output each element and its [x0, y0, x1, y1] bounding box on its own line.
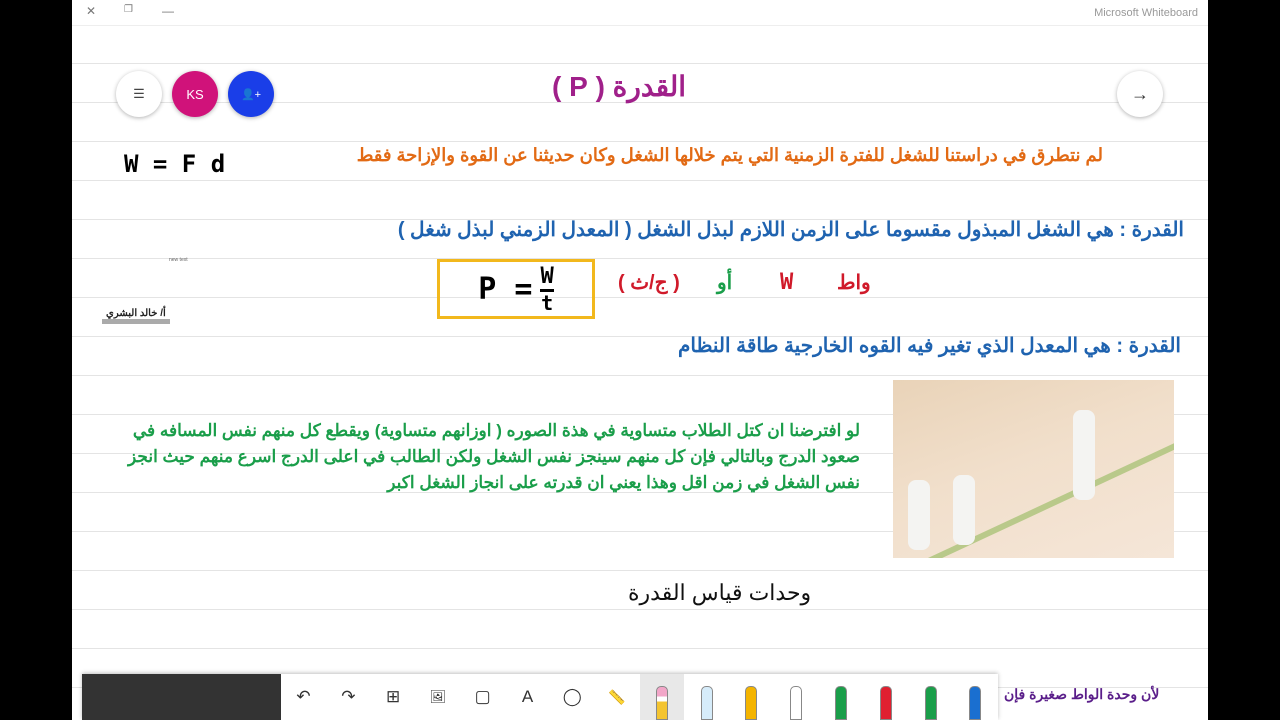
unit-joule-per-second[interactable]: ( ج/ث ) — [618, 272, 680, 294]
pen-red[interactable] — [863, 674, 908, 720]
redo-button[interactable]: ↷ — [341, 687, 356, 706]
image-button[interactable]: 🖼 — [429, 689, 447, 704]
board-title[interactable]: القدرة ( P ) — [552, 71, 687, 102]
next-button[interactable] — [1117, 71, 1163, 117]
definition-2[interactable]: القدرة : هي المعدل الذي تغير فيه القوه الخارجية طاقة النظام — [677, 335, 1181, 357]
lasso-button[interactable]: ◯ — [562, 687, 582, 706]
pen-icon — [925, 686, 937, 720]
formula-numerator: W — [540, 265, 553, 292]
power-formula-box[interactable] — [437, 259, 595, 319]
close-button[interactable]: ✕ — [86, 4, 97, 18]
pen-green-2[interactable] — [908, 674, 953, 720]
title-bar — [72, 0, 1208, 26]
menu-icon: ☰ — [133, 86, 145, 101]
pen-icon — [835, 686, 847, 720]
invite-button[interactable] — [228, 71, 274, 117]
add-person-icon: 👤+ — [240, 88, 262, 101]
undo-button[interactable]: ↶ — [296, 687, 311, 706]
highlighter-icon — [701, 686, 713, 720]
pen-blue[interactable] — [953, 674, 998, 720]
restore-button[interactable]: ❐ — [124, 4, 133, 15]
arrow-right-icon: → — [1131, 83, 1149, 104]
minimize-button[interactable]: — — [162, 4, 174, 18]
inking-toolbar — [82, 674, 998, 720]
user-avatar[interactable]: KS — [172, 71, 218, 117]
add-button[interactable]: ⊞ — [385, 687, 401, 706]
or-text[interactable]: أو — [717, 272, 733, 294]
whiteboard-window — [72, 0, 1208, 720]
pen-icon — [790, 686, 802, 720]
menu-button[interactable] — [116, 71, 162, 117]
pen-icon — [969, 686, 981, 720]
unit-watt[interactable]: واط — [837, 272, 871, 294]
intro-text[interactable]: لم نتطرق في دراستنا للشغل للفترة الزمنية التي يتم خلالها الشغل وكان حديثنا عن القوة والإزاحة فقط — [356, 145, 1103, 165]
highlighter-button[interactable] — [684, 674, 729, 720]
formula-fraction — [540, 265, 553, 314]
note-button[interactable]: ▢ — [474, 687, 491, 706]
ruler-button[interactable]: 📏 — [608, 688, 626, 705]
unit-w[interactable]: W — [780, 270, 794, 295]
formula-lhs: P = — [478, 271, 533, 307]
work-formula[interactable]: W = F d — [124, 150, 226, 178]
tiny-text: new text — [169, 257, 188, 263]
toolbar-background — [82, 674, 281, 720]
pen-green[interactable] — [819, 674, 864, 720]
units-heading[interactable]: وحدات قياس القدرة — [628, 580, 812, 605]
bottom-note[interactable]: لأن وحدة الواط صغيرة فإن — [1004, 686, 1160, 702]
pen-icon — [745, 686, 757, 720]
pen-icon — [880, 686, 892, 720]
students-stairs-image[interactable] — [893, 380, 1174, 558]
app-title: Microsoft Whiteboard — [1094, 7, 1198, 19]
author-label: أ/ خالد البشري — [102, 308, 170, 324]
definition-1[interactable]: القدرة : هي الشغل المبذول مقسوما على الزمن اللازم لبذل الشغل ( المعدل الزمني لبذل شغل ) — [397, 219, 1184, 241]
text-button[interactable]: A — [521, 687, 534, 706]
eraser-icon — [656, 686, 668, 720]
example-text[interactable]: لو افترضنا ان كتل الطلاب متساوية في هذة الصوره ( اوزانهم متساوية) ويقطع كل منهم نفس المسافه في صعود الدرج وبالتالي فإن كل منهم سينجز نفس الشغل ولكن الطالب في اعلى الدرج اسرع منهم حيث انجز نفس الشغل في زمن اقل وهذا يعني ان قدرته على انجاز الشغل اكبر — [127, 421, 860, 492]
eraser-button[interactable] — [640, 674, 685, 720]
pen-yellow[interactable] — [729, 674, 774, 720]
formula-denominator: t — [541, 290, 554, 315]
pen-white[interactable] — [774, 674, 819, 720]
